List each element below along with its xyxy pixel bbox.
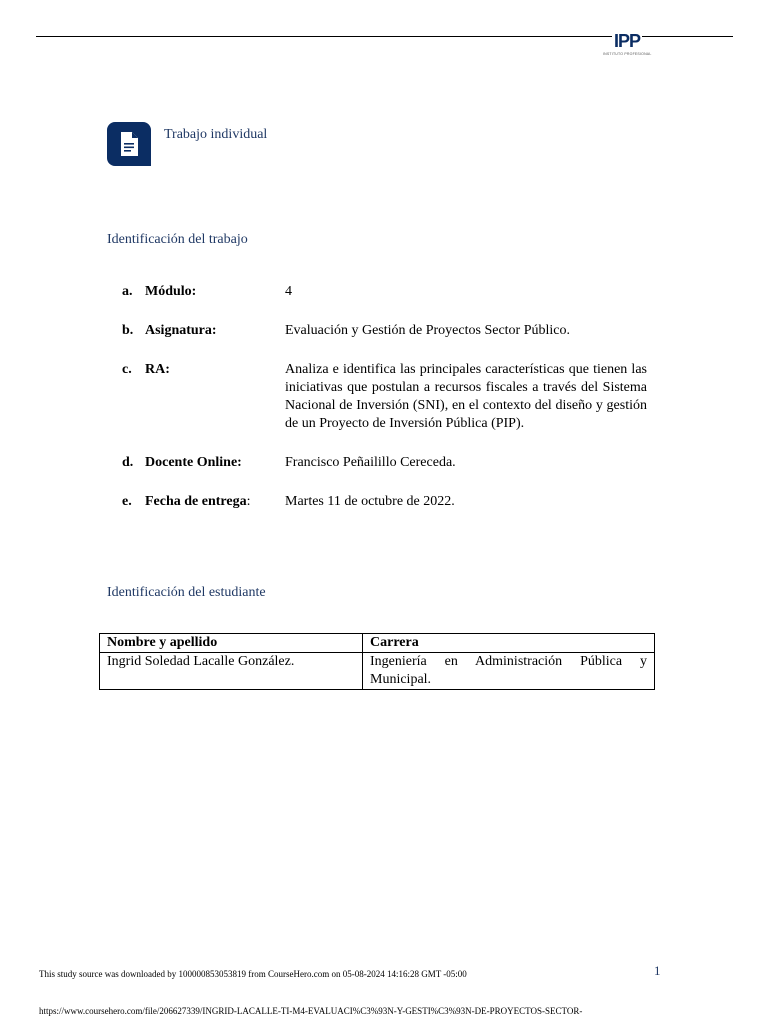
field-label: RA: [145,362,170,377]
field-letter: b. [122,323,134,338]
field-label: Docente Online: [145,455,242,470]
logo-subtext: INSTITUTO PROFESIONAL [603,52,652,56]
document-type-label: Trabajo individual [164,127,268,142]
page-number: 1 [654,963,661,978]
field-letter: a. [122,284,133,299]
field-label: Asignatura: [145,323,217,338]
field-letter: d. [122,455,134,470]
student-table [99,633,655,690]
source-url[interactable]: https://www.coursehero.com/file/206627339/INGRID-LACALLE-TI-M4-EVALUACI%C3%93N-Y-GESTI%C3%93N-DE-PROYECTOS-SECTOR- [39,1006,583,1016]
field-value: Martes 11 de octubre de 2022. [285,494,455,509]
ipp-logo [603,32,651,60]
field-label: Módulo: [145,284,197,299]
work-identification-title: Identificación del trabajo [107,232,248,247]
table-row [100,653,655,690]
table-header-row [100,634,655,653]
field-letter: e. [122,494,132,509]
download-notice: This study source was downloaded by 100000853053819 from CourseHero.com on 05-08-2024 14:16:28 GMT -05:00 [39,969,467,979]
document-icon [107,122,151,166]
field-value: Analiza e identifica las principales características que tienen las iniciativas que postulan a recursos fiscales a través del Sistema Nacional de Inversión (SNI), en el contexto del diseño y gestión de un Proyecto de Inversión Pública (PIP). [285,362,647,431]
field-letter: c. [122,362,132,377]
table-header-name: Nombre y apellido [100,634,363,653]
student-identification-title: Identificación del estudiante [107,585,266,600]
student-name-cell: Ingrid Soledad Lacalle González. [100,653,363,690]
field-label: Fecha de entrega: [145,494,251,509]
student-career-cell: Ingeniería en Administración Pública y Municipal. [363,653,655,690]
field-value: Francisco Peñailillo Cereceda. [285,455,456,470]
field-value: Evaluación y Gestión de Proyectos Sector Público. [285,323,570,338]
logo-mark: IPP [613,31,640,51]
field-value: 4 [285,284,292,299]
table-header-career: Carrera [363,634,655,653]
